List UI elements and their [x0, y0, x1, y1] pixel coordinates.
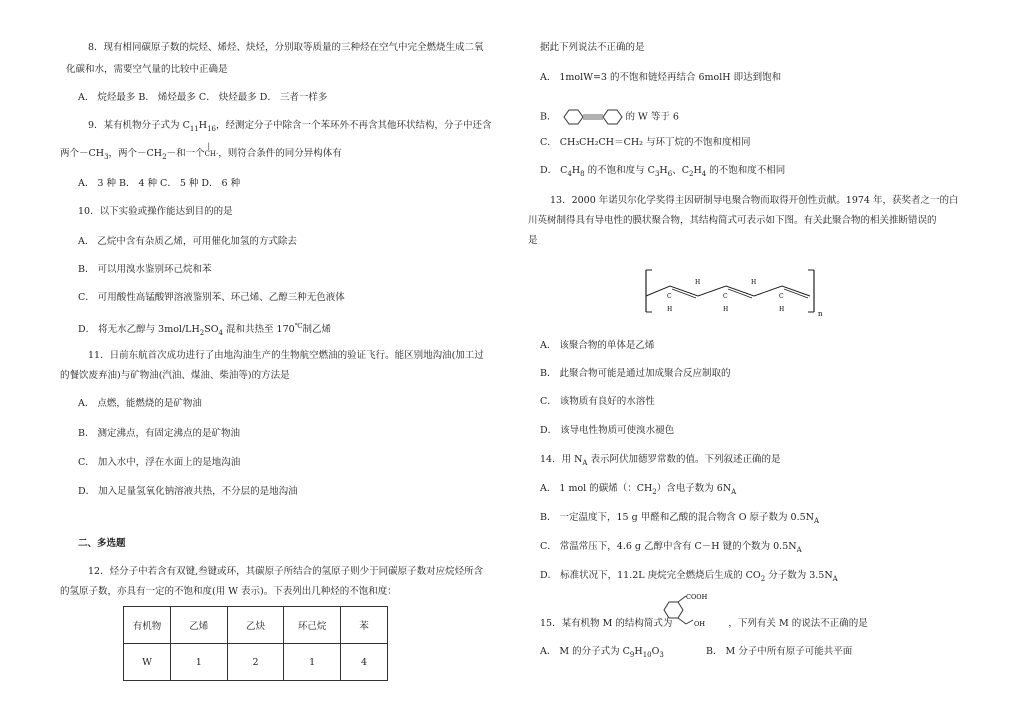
q12-option-a: A． 1molW=3 的不饱和链烃再结合 6molH 即达到饱和 — [540, 72, 782, 83]
q13-line3: 是 — [528, 235, 538, 246]
q13-option-c: C． 该物质有良好的水溶性 — [540, 396, 655, 407]
ch-branch-group: | CH· — [204, 142, 219, 158]
diphenylacetylene-structure — [560, 108, 626, 126]
q11-line2: 的餐饮废弃油)与矿物油(汽油、煤油、柴油等)的方法是 — [60, 370, 290, 381]
q10-option-c: C． 可用酸性高锰酸钾溶液鉴别苯、环己烯、乙醇三种无色液体 — [78, 292, 345, 303]
svg-text:C: C — [723, 293, 728, 300]
q11-option-c: C． 加入水中，浮在水面上的是地沟油 — [78, 457, 241, 468]
q13-line1: 13．2000 年诺贝尔化学奖得主因研制导电聚合物而取得开创性贡献。1974 年，获奖者之一的白 — [550, 195, 959, 206]
svg-text:H: H — [667, 306, 673, 313]
q13-option-a: A． 该聚合物的单体是乙烯 — [540, 340, 655, 351]
unsaturation-table — [123, 606, 388, 681]
table-cell: 1 — [284, 644, 341, 681]
table-cell: 4 — [340, 644, 387, 681]
q14-option-c: C． 常温常压下，4.6 g 乙醇中含有 C－H 键的个数为 $0.5N_A$ — [540, 541, 802, 554]
svg-text:H: H — [695, 279, 701, 286]
table-row — [124, 644, 388, 681]
table-cell: W — [124, 644, 171, 681]
q9-line2: 两个$-CH_3$，两个$-CH_2-$和一个 | CH·，则符合条件的同分异构体有 — [60, 142, 342, 161]
q9-line1: 9．某有机物分子式为 $C_{11}H_{16}$，经测定分子中除含一个苯环外不再含其他环状结构，分子中还含 — [88, 120, 492, 133]
svg-text:H: H — [779, 306, 785, 313]
table-cell: 1 — [170, 644, 227, 681]
svg-text:H: H — [751, 279, 757, 286]
q14-option-a: A． 1 mol 的碳烯（：$CH_2$）含电子数为 $6N_A$ — [540, 483, 737, 496]
section-multiple-choice: 二、多选题 — [78, 538, 126, 549]
q12-option-b: B． 的 W 等于 6 — [540, 108, 679, 126]
q12-option-d: D． $C_4H_8$ 的不饱和度与 $C_3H_6$、$C_2H_4$ 的不饱和度不相同 — [540, 165, 786, 178]
q8-line1: 8．现有相同碳原子数的烷烃、烯烃、炔烃，分别取等质量的三种烃在空气中完全燃烧生成二氧 — [88, 42, 484, 53]
q10-stem: 10．以下实验或操作能达到目的的是 — [78, 206, 233, 217]
table-header-cell: 乙炔 — [227, 607, 284, 644]
q11-option-a: A． 点燃，能燃烧的是矿物油 — [78, 398, 202, 409]
table-header-cell: 环己烷 — [284, 607, 341, 644]
q13-option-b: B． 此聚合物可能是通过加成聚合反应制取的 — [540, 368, 731, 379]
q14-option-b: B． 一定温度下，15 g 甲醛和乙酸的混合物含 O 原子数为 $0.5N_A$ — [540, 512, 820, 525]
q11-line1: 11．日前东航首次成功进行了由地沟油生产的生物航空燃油的验证飞行。能区别地沟油(加工过 — [88, 350, 484, 361]
q13-option-d: D． 该导电性物质可使溴水褪色 — [540, 425, 675, 436]
q8-options: A． 烷烃最多 B． 烯烃最多 C． 炔烃最多 D． 三者一样多 — [78, 92, 328, 103]
q14-option-d: D． 标准状况下，11.2L 庚烷完全燃烧后生成的 $CO_2$ 分子数为 $3.5N_A$ — [540, 570, 838, 583]
q10-option-b: B． 可以用溴水鉴别环己烷和苯 — [78, 264, 212, 275]
cooh-label: COOH — [686, 593, 708, 601]
q10-option-d: D． 将无水乙醇与 $3mol/LH_2SO_4$ 混和共热至 170℃制乙烯 — [78, 322, 332, 338]
q12-stem: 据此下列说法不正确的是 — [540, 42, 645, 53]
svg-text:C: C — [667, 293, 672, 300]
compound-m-structure — [660, 592, 720, 632]
table-header-cell: 有机物 — [124, 607, 171, 644]
q12-option-c: C． CH₃CH₂CH＝CH₂ 与环丁烷的不饱和度相同 — [540, 137, 751, 148]
svg-text:n: n — [818, 310, 823, 318]
q14-stem: 14．用 $N_A$ 表示阿伏加德罗常数的值。下列叙述正确的是 — [540, 454, 781, 467]
table-header-row — [124, 607, 388, 644]
q12-line1: 12．烃分子中若含有双键,叁键或环，其碳原子所结合的氢原子则少于同碳原子数对应烷烃所含 — [88, 566, 484, 577]
q8-line2: 化碳和水，需要空气量的比较中正确是 — [66, 64, 228, 75]
polyacetylene-structure — [640, 262, 825, 320]
table-cell: 2 — [227, 644, 284, 681]
q11-option-d: D． 加入足量氢氧化钠溶液共热，不分层的是地沟油 — [78, 486, 298, 497]
q15-option-b: B． M 分子中所有原子可能共平面 — [706, 646, 853, 657]
q11-option-b: B． 测定沸点，有固定沸点的是矿物油 — [78, 428, 241, 439]
oh-label: OH — [694, 620, 705, 628]
svg-text:C: C — [779, 293, 784, 300]
q15-stem: 15．某有机物 M 的结构简式为 ，下列有关 M 的说法不正确的是 — [540, 618, 868, 629]
q10-option-a: A． 乙烷中含有杂质乙烯，可用催化加氢的方式除去 — [78, 236, 297, 247]
q13-line2: 川英树制得具有导电性的膜状聚合物，其结构简式可表示如下图。有关此聚合物的相关推断错误的 — [528, 215, 937, 226]
q9-options: A． 3 种 B． 4 种 C． 5 种 D． 6 种 — [78, 178, 241, 189]
q12-line2: 的氢原子数，亦具有一定的不饱和度(用 W 表示)。下表列出几种烃的不饱和度： — [60, 586, 397, 597]
table-header-cell: 乙烯 — [170, 607, 227, 644]
svg-text:H: H — [723, 306, 729, 313]
q15-option-a: A． M 的分子式为 $C_9H_{10}O_3$ — [540, 646, 664, 659]
table-header-cell: 苯 — [340, 607, 387, 644]
